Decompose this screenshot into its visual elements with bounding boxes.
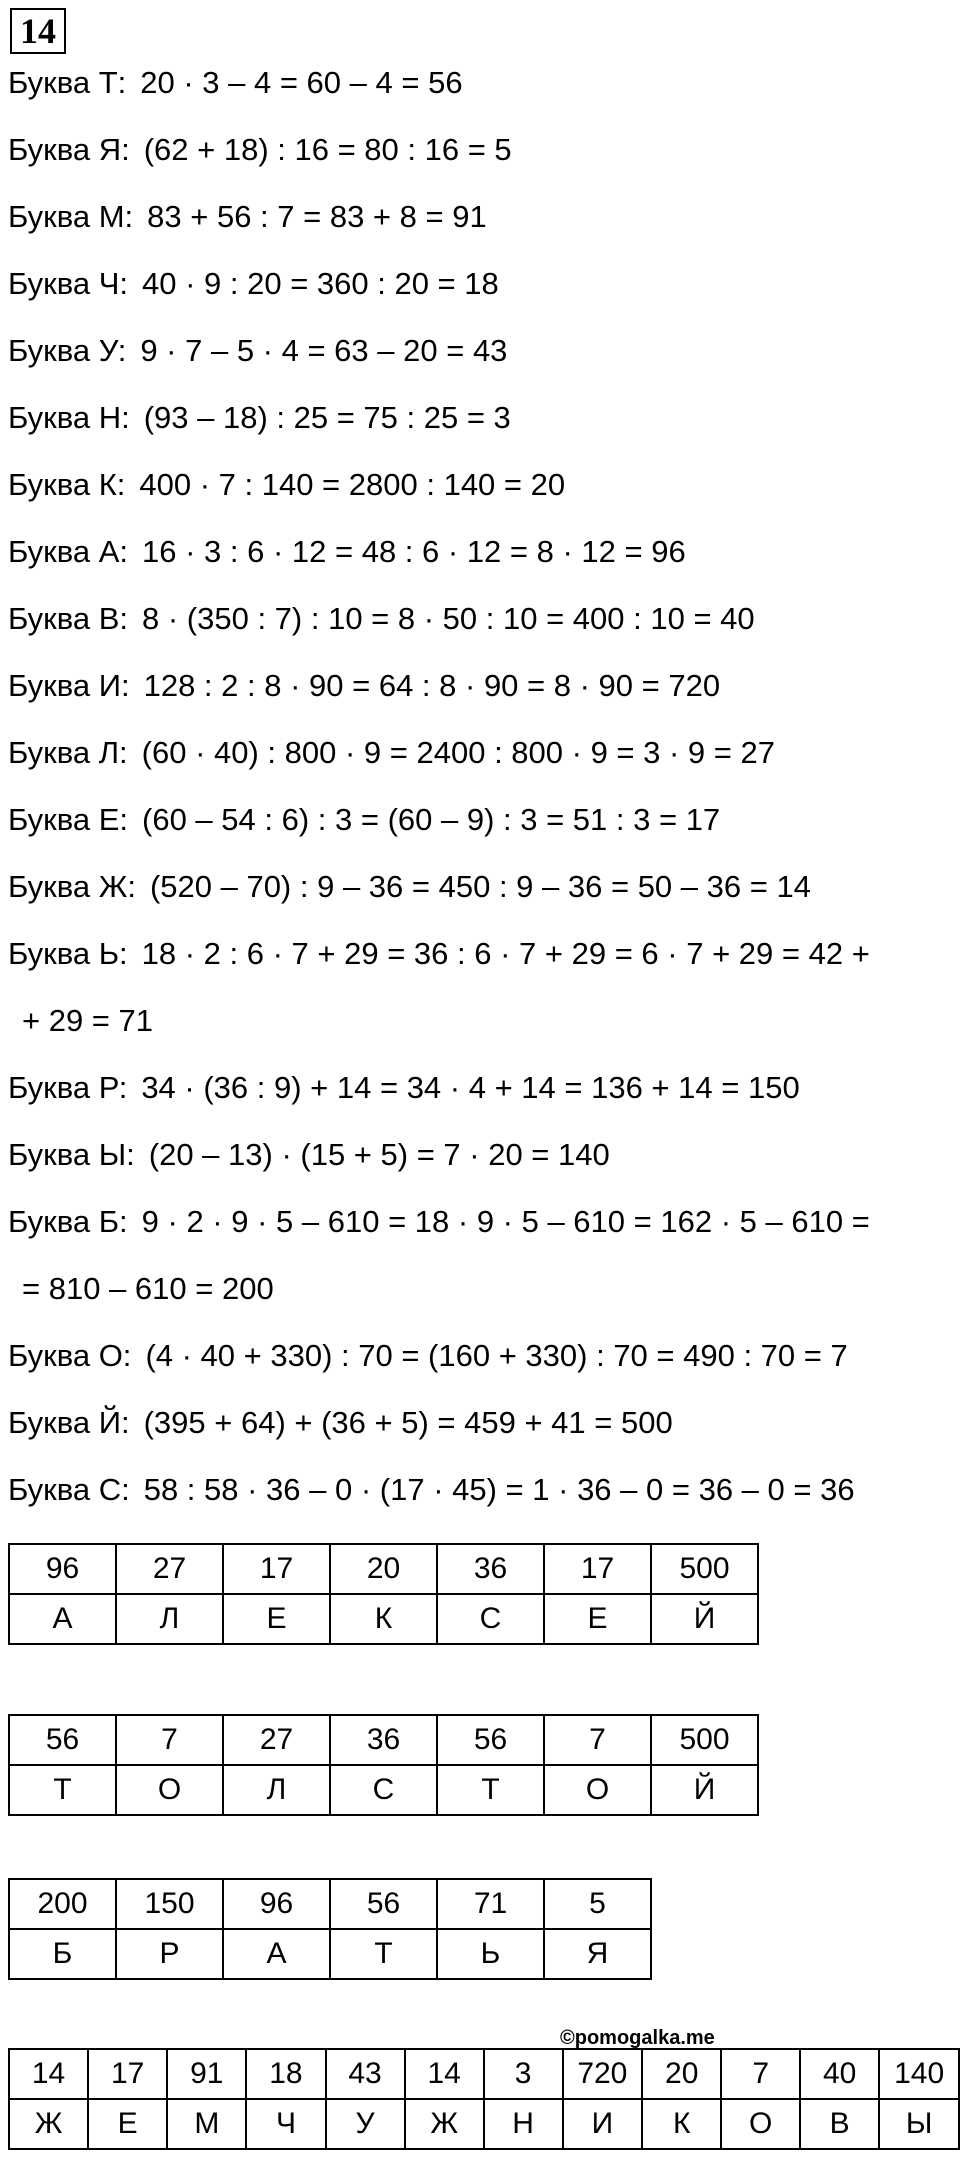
letter-cell: Л bbox=[116, 1594, 223, 1644]
letters-row bbox=[9, 1929, 651, 1979]
letter-label: Буква Е: bbox=[8, 802, 128, 837]
solution-line bbox=[8, 331, 507, 371]
expression: (60 · 40) : 800 · 9 = 2400 : 800 · 9 = 3 · 9 = 27 bbox=[141, 735, 775, 770]
expression: 9 · 2 · 9 · 5 – 610 = 18 · 9 · 5 – 610 = 162 · 5 – 610 = bbox=[141, 1204, 870, 1239]
expression: 40 · 9 : 20 = 360 : 20 = 18 bbox=[141, 266, 499, 301]
numbers-row bbox=[9, 1879, 651, 1929]
letter-label: Буква Р: bbox=[8, 1070, 128, 1105]
number-cell: 56 bbox=[9, 1715, 116, 1765]
solution-line bbox=[8, 532, 686, 572]
letter-label: Буква Л: bbox=[8, 735, 128, 770]
number-cell: 36 bbox=[330, 1715, 437, 1765]
letter-cell: У bbox=[326, 2099, 405, 2149]
number-cell: 71 bbox=[437, 1879, 544, 1929]
letter-cell: Ы bbox=[879, 2099, 959, 2149]
letter-cell: Е bbox=[223, 1594, 330, 1644]
number-cell: 3 bbox=[484, 2049, 563, 2099]
letter-cell: А bbox=[223, 1929, 330, 1979]
expression: (93 – 18) : 25 = 75 : 25 = 3 bbox=[143, 400, 511, 435]
letter-cell: К bbox=[642, 2099, 721, 2149]
letter-cell: Я bbox=[544, 1929, 651, 1979]
letter-label: Буква И: bbox=[8, 668, 130, 703]
letters-row bbox=[9, 1594, 758, 1644]
expression: 83 + 56 : 7 = 83 + 8 = 91 bbox=[147, 199, 487, 234]
expression: (4 · 40 + 330) : 70 = (160 + 330) : 70 = 490 : 70 = 7 bbox=[145, 1338, 848, 1373]
solution-line bbox=[8, 63, 463, 103]
numbers-row bbox=[9, 1715, 758, 1765]
answer-table bbox=[8, 1878, 652, 1980]
number-cell: 43 bbox=[326, 2049, 405, 2099]
solution-line bbox=[8, 1135, 610, 1175]
letter-cell: А bbox=[9, 1594, 116, 1644]
letter-cell: Т bbox=[330, 1929, 437, 1979]
letter-cell: Л bbox=[223, 1765, 330, 1815]
number-cell: 56 bbox=[330, 1879, 437, 1929]
solution-line bbox=[8, 1001, 153, 1041]
solution-line bbox=[8, 465, 565, 505]
letter-label: Буква О: bbox=[8, 1338, 132, 1373]
letter-cell: Ж bbox=[9, 2099, 88, 2149]
letter-label: Буква Ж: bbox=[8, 869, 136, 904]
number-cell: 36 bbox=[437, 1544, 544, 1594]
number-cell: 500 bbox=[651, 1715, 758, 1765]
letter-cell: Ж bbox=[405, 2099, 484, 2149]
letter-cell: М bbox=[167, 2099, 246, 2149]
number-cell: 20 bbox=[330, 1544, 437, 1594]
numbers-row bbox=[9, 1544, 758, 1594]
letters-row bbox=[9, 2099, 959, 2149]
letter-cell: Й bbox=[651, 1765, 758, 1815]
expression: 9 · 7 – 5 · 4 = 63 – 20 = 43 bbox=[140, 333, 508, 368]
letter-cell: Н bbox=[484, 2099, 563, 2149]
solution-line bbox=[8, 130, 512, 170]
letter-cell: К bbox=[330, 1594, 437, 1644]
number-cell: 200 bbox=[9, 1879, 116, 1929]
number-cell: 150 bbox=[116, 1879, 223, 1929]
letter-cell: Б bbox=[9, 1929, 116, 1979]
number-cell: 17 bbox=[544, 1544, 651, 1594]
number-cell: 27 bbox=[116, 1544, 223, 1594]
solution-line bbox=[8, 1202, 870, 1242]
solution-line bbox=[8, 1470, 855, 1510]
expression: (20 – 13) · (15 + 5) = 7 · 20 = 140 bbox=[148, 1137, 610, 1172]
number-cell: 5 bbox=[544, 1879, 651, 1929]
letter-label: Буква Ы: bbox=[8, 1137, 135, 1172]
letter-label: Буква У: bbox=[8, 333, 127, 368]
number-cell: 56 bbox=[437, 1715, 544, 1765]
number-cell: 17 bbox=[223, 1544, 330, 1594]
letter-cell: С bbox=[437, 1594, 544, 1644]
letter-cell: С bbox=[330, 1765, 437, 1815]
number-cell: 500 bbox=[651, 1544, 758, 1594]
number-cell: 96 bbox=[223, 1879, 330, 1929]
number-cell: 720 bbox=[563, 2049, 643, 2099]
answer-table bbox=[8, 1714, 759, 1816]
solution-line bbox=[8, 1336, 848, 1376]
letter-label: Буква Я: bbox=[8, 132, 130, 167]
solution-line bbox=[8, 867, 811, 907]
letter-cell: Ь bbox=[437, 1929, 544, 1979]
task-number: 14 bbox=[10, 8, 66, 54]
solution-line bbox=[8, 1403, 673, 1443]
expression: 34 · (36 : 9) + 14 = 34 · 4 + 14 = 136 + 14 = 150 bbox=[141, 1070, 800, 1105]
number-cell: 27 bbox=[223, 1715, 330, 1765]
letter-label: Буква С: bbox=[8, 1472, 130, 1507]
letter-label: Буква Ь: bbox=[8, 936, 128, 971]
number-cell: 91 bbox=[167, 2049, 246, 2099]
solution-line bbox=[8, 1068, 800, 1108]
expression: (62 + 18) : 16 = 80 : 16 = 5 bbox=[143, 132, 512, 167]
number-cell: 18 bbox=[246, 2049, 325, 2099]
number-cell: 20 bbox=[642, 2049, 721, 2099]
number-cell: 14 bbox=[9, 2049, 88, 2099]
letter-cell: Е bbox=[544, 1594, 651, 1644]
letter-cell: Т bbox=[9, 1765, 116, 1815]
number-cell: 7 bbox=[544, 1715, 651, 1765]
solution-line bbox=[8, 666, 720, 706]
number-cell: 40 bbox=[800, 2049, 879, 2099]
expression: 58 : 58 · 36 – 0 · (17 · 45) = 1 · 36 – 0 = 36 – 0 = 36 bbox=[143, 1472, 855, 1507]
letter-label: Буква Н: bbox=[8, 400, 130, 435]
answer-table bbox=[8, 1543, 759, 1645]
solution-line bbox=[8, 398, 511, 438]
expression: 8 · (350 : 7) : 10 = 8 · 50 : 10 = 400 : 10 = 40 bbox=[142, 601, 755, 636]
letter-cell: О bbox=[116, 1765, 223, 1815]
solution-line bbox=[8, 1269, 274, 1309]
letter-cell: Т bbox=[437, 1765, 544, 1815]
expression: 128 : 2 : 8 · 90 = 64 : 8 · 90 = 8 · 90 = 720 bbox=[143, 668, 721, 703]
solution-line bbox=[8, 197, 487, 237]
solution-line bbox=[8, 599, 755, 639]
number-cell: 14 bbox=[405, 2049, 484, 2099]
letter-label: Буква Т: bbox=[8, 65, 127, 100]
expression: (520 – 70) : 9 – 36 = 450 : 9 – 36 = 50 – 36 = 14 bbox=[149, 869, 811, 904]
letter-cell: Й bbox=[651, 1594, 758, 1644]
letter-cell: Ч bbox=[246, 2099, 325, 2149]
letters-row bbox=[9, 1765, 758, 1815]
letter-label: Буква А: bbox=[8, 534, 128, 569]
expression: = 810 – 610 = 200 bbox=[22, 1271, 274, 1306]
number-cell: 140 bbox=[879, 2049, 959, 2099]
letter-cell: О bbox=[721, 2099, 800, 2149]
expression: (395 + 64) + (36 + 5) = 459 + 41 = 500 bbox=[143, 1405, 673, 1440]
letter-label: Буква М: bbox=[8, 199, 134, 234]
letter-cell: И bbox=[563, 2099, 643, 2149]
solution-line bbox=[8, 733, 775, 773]
letter-label: Буква В: bbox=[8, 601, 128, 636]
solution-line bbox=[8, 800, 720, 840]
letter-label: Буква К: bbox=[8, 467, 126, 502]
numbers-row bbox=[9, 2049, 959, 2099]
expression: 18 · 2 : 6 · 7 + 29 = 36 : 6 · 7 + 29 = 6 · 7 + 29 = 42 + bbox=[141, 936, 870, 971]
number-cell: 17 bbox=[88, 2049, 167, 2099]
solution-line bbox=[8, 264, 499, 304]
letter-cell: Е bbox=[88, 2099, 167, 2149]
number-cell: 7 bbox=[116, 1715, 223, 1765]
expression: + 29 = 71 bbox=[22, 1003, 154, 1038]
number-cell: 7 bbox=[721, 2049, 800, 2099]
watermark: ©pomogalka.me bbox=[560, 2027, 715, 2049]
solution-line bbox=[8, 934, 870, 974]
number-cell: 96 bbox=[9, 1544, 116, 1594]
letter-label: Буква Б: bbox=[8, 1204, 128, 1239]
expression: (60 – 54 : 6) : 3 = (60 – 9) : 3 = 51 : 3 = 17 bbox=[142, 802, 721, 837]
letter-label: Буква Ч: bbox=[8, 266, 128, 301]
letter-cell: В bbox=[800, 2099, 879, 2149]
expression: 16 · 3 : 6 · 12 = 48 : 6 · 12 = 8 · 12 = 96 bbox=[142, 534, 686, 569]
letter-label: Буква Й: bbox=[8, 1405, 130, 1440]
letter-cell: Р bbox=[116, 1929, 223, 1979]
expression: 400 · 7 : 140 = 2800 : 140 = 20 bbox=[139, 467, 566, 502]
expression: 20 · 3 – 4 = 60 – 4 = 56 bbox=[140, 65, 463, 100]
letter-cell: О bbox=[544, 1765, 651, 1815]
answer-table bbox=[8, 2048, 960, 2150]
